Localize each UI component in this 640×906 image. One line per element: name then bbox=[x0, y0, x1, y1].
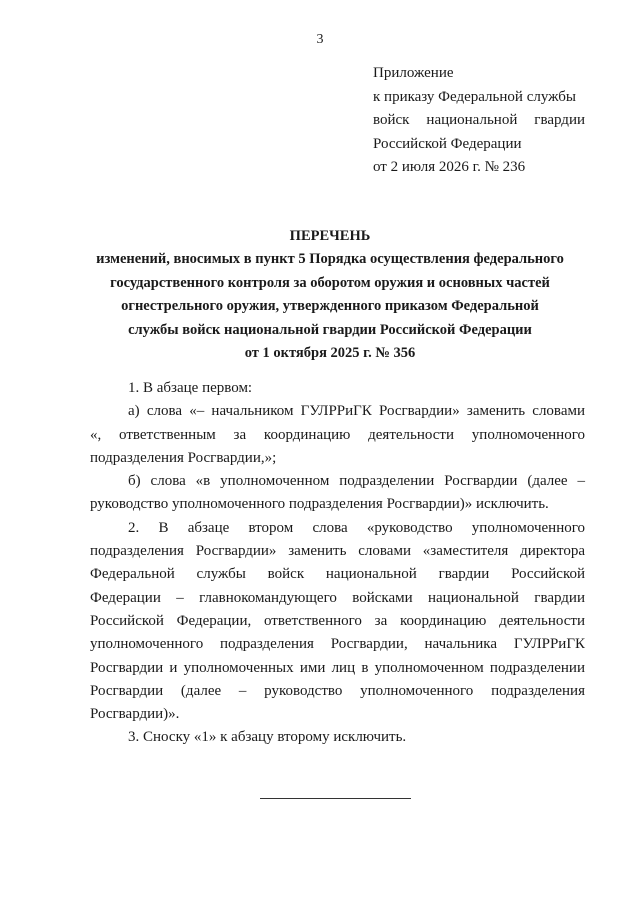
body-line: подразделения Росгвардии» заменить словами «заместителя директора bbox=[90, 543, 585, 560]
title-line: государственного контроля за оборотом оружия и основных частей bbox=[110, 274, 550, 291]
title-heading: ПЕРЕЧЕНЬ bbox=[289, 228, 371, 244]
appendix-line: войск национальной гвардии bbox=[373, 112, 585, 128]
body-line: Федеральной службы войск национальной гвардии Российской bbox=[90, 566, 585, 583]
page-number: 3 bbox=[316, 32, 324, 47]
body-line: руководство уполномоченного подразделения Росгвардии)» исключить. bbox=[90, 496, 549, 513]
body-line: а) слова «– начальником ГУЛРРиГК Росгвардии» заменить словами bbox=[128, 403, 585, 420]
document-title bbox=[80, 225, 580, 365]
appendix-block bbox=[373, 62, 585, 180]
closing-rule bbox=[260, 798, 411, 799]
title-line: изменений, вносимых в пункт 5 Порядка осуществления федерального bbox=[96, 251, 564, 268]
body-line: б) слова «в уполномоченном подразделении Росгвардии (далее – bbox=[128, 473, 585, 490]
body-line: Федерации – главнокомандующего войсками национальной гвардии bbox=[90, 589, 585, 606]
appendix-line: от 2 июля 2026 г. № 236 bbox=[373, 159, 526, 175]
body-line: Росгвардии и уполномоченных ими лиц в уполномоченном подразделении bbox=[90, 659, 585, 676]
appendix-line: к приказу Федеральной службы bbox=[373, 88, 577, 105]
body-line: 3. Сноску «1» к абзацу второму исключить. bbox=[128, 729, 407, 746]
appendix-line: Приложение bbox=[373, 65, 454, 81]
body-line: уполномоченного подразделения Росгвардии, начальника ГУЛРРиГК bbox=[90, 636, 585, 653]
body-line: Росгвардии)». bbox=[90, 706, 180, 723]
body-line: Российской Федерации, ответственного за координацию деятельности bbox=[90, 612, 585, 629]
title-line: огнестрельного оружия, утвержденного приказом Федеральной bbox=[121, 298, 539, 315]
appendix-line: Российской Федерации bbox=[373, 135, 522, 152]
body-line: подразделения Росгвардии,»; bbox=[90, 449, 277, 466]
title-line: от 1 октября 2025 г. № 356 bbox=[244, 345, 416, 362]
body-line: 2. В абзаце втором слова «руководство уполномоченного bbox=[128, 519, 585, 536]
body-line: «, ответственным за координацию деятельности уполномоченного bbox=[90, 426, 585, 443]
title-line: службы войск национальной гвардии Российской Федерации bbox=[128, 321, 532, 338]
body-line: 1. В абзаце первом: bbox=[128, 380, 253, 396]
body-line: Росгвардии (далее – руководство уполномоченного подразделения bbox=[90, 682, 585, 699]
document-body bbox=[90, 377, 585, 750]
